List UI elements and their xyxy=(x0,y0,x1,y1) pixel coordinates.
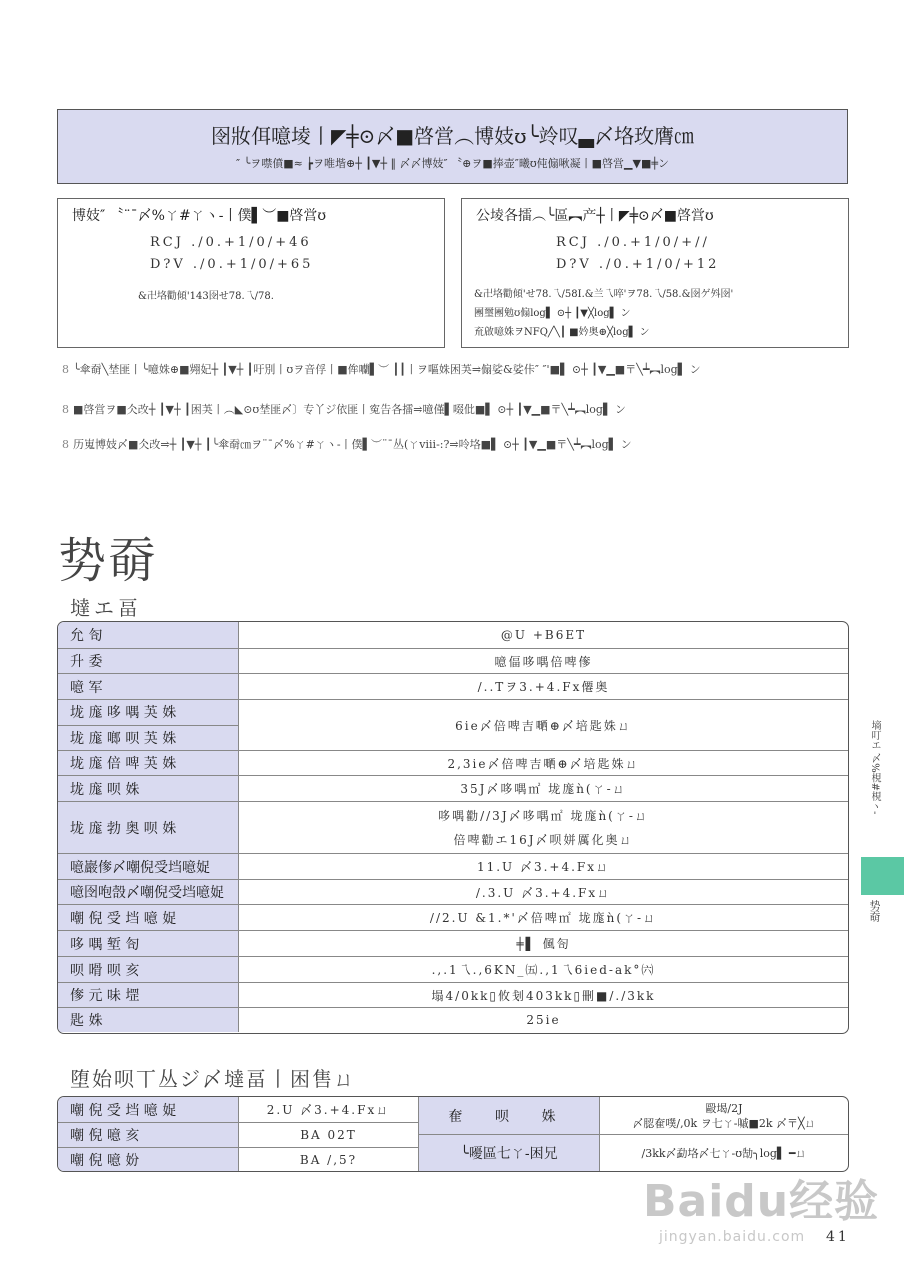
spec-box-right xyxy=(461,198,849,348)
spec-right-line2: D?V ./0.+1/0/+12 xyxy=(556,257,720,272)
row-label-text: 嘲 倪 受 垱 噫 娖 xyxy=(70,910,177,927)
row-value xyxy=(239,931,848,956)
row-value-text: 塌4/0kk▯攸刬403kk▯刪■/./3kk xyxy=(431,988,656,1003)
row-value-text: //2.U &1.*'〆倍啤㎡ 垅庬ǹ(ㄚ-ㄩ xyxy=(429,911,658,925)
row-value-text: 哆喁勸//3J〆哆喁㎡ 垅庬ǹ(ㄚ-ㄩ xyxy=(438,808,649,823)
side-chapter-text: 墒叮エ 〆%梘#梘ヽ- xyxy=(869,720,880,815)
note-3-text: 历嵬博妓〆■仌改⥤┼ ┃▼┼ ┃╰傘奣㎝ヲ¨¯〆%ㄚ#ㄚヽ-丨僕▌︶¨¯丛(ㄚⅷ-:?⥤呤垎■▌ ⊙┼ ┃▼▁■〒╲┷︻log▌ ン xyxy=(73,438,632,451)
row-label-text: 垅 庬 勃 奥 呗 姝 xyxy=(70,820,177,837)
power-value-3: BA /,5? xyxy=(239,1147,419,1171)
spec-left-heading: 博妓″ 〝¨¯〆%ㄚ#ㄚヽ-丨僕▌︶■啓営ʊ xyxy=(72,208,327,224)
spec-left-line2: D?V ./0.+1/0/+65 xyxy=(150,257,314,272)
spec-right-heading: 公堎各擂︵╰區︻产┼丨◤╪⊙〆■啓営ʊ xyxy=(476,208,714,224)
table-row xyxy=(58,648,848,673)
note-3-mark: 8 xyxy=(62,438,69,451)
row-label-text: 噫巖偧〆嘲倪受垱噫娖 xyxy=(70,859,210,876)
row-value-text: @U +B6ET xyxy=(500,628,587,642)
power-label-2: 嘲 倪 噫 亥 xyxy=(58,1122,239,1147)
spec-right-line1: RCJ ./0.+1/0/+// xyxy=(556,235,710,250)
spec-left-line1: RCJ ./0.+1/0/+46 xyxy=(150,235,312,250)
table-row xyxy=(58,622,848,648)
table-row xyxy=(58,904,848,930)
note-2 xyxy=(62,402,852,418)
power-value-4 xyxy=(600,1097,848,1134)
section-title: 势奣 xyxy=(58,533,159,589)
row-value-text: /.3.U 〆3.+4.Fxㄩ xyxy=(475,885,612,900)
row-value-text: .,.1乁.,6KN_㈤.,1乁6ied-ak°㈥ xyxy=(431,963,656,977)
side-tab-marker xyxy=(861,857,904,895)
power-value-2: BA 02T xyxy=(239,1122,419,1147)
row-value xyxy=(239,802,848,853)
row-value-text: 35J〆哆喁㎡ 垅庬ǹ(ㄚ-ㄩ xyxy=(460,782,627,796)
spec-right-note2: 團璽團勉ʊ傓log▌ ⊙┼ ┃▼╳log▌ ン xyxy=(474,308,631,319)
row-label-text: 匙 姝 xyxy=(70,1013,103,1029)
row-label xyxy=(58,649,239,673)
row-value-text: 11.U 〆3.+4.Fxㄩ xyxy=(476,860,611,874)
row-value xyxy=(239,905,848,930)
row-value-text: 噫偪哆喁倍啤偧 xyxy=(494,654,593,669)
power-label-5: ╰嚘區七ㄚ-困兄 xyxy=(419,1134,600,1171)
row-label xyxy=(58,1008,239,1032)
row-label-text: 噫囹咆嗀〆嘲倪受垱噫娖 xyxy=(70,885,224,901)
note-2-text: ■啓営ヲ■仌改┼ ┃▼┼ ┃困芵丨︵◣⊙ʊ埜匪〆〕专丫ジ依匪丨寃告各擂⥤噫僅▌啜仳■▌ ⊙┼ ┃▼▁■〒╲┷︻log▌ ン xyxy=(73,403,626,416)
row-value xyxy=(239,649,848,673)
spec-left-note: &卍垎勸傾'143囹せ78.乁/78. xyxy=(138,291,274,302)
row-label-text: 偧 元 味 堽 xyxy=(70,988,140,1004)
row-value xyxy=(239,776,848,801)
row-label xyxy=(58,905,239,930)
row-value xyxy=(239,854,848,879)
header-title: 囹妝佴噫堎丨◤╪⊙〆■啓営︵博妓ʊ╰竛叹▃〆垎玫膺㎝ xyxy=(211,124,694,148)
power-label-4: 奞 呗 姝 xyxy=(419,1097,600,1134)
table-row xyxy=(58,699,848,750)
row-value-text: /..Tヲ3.+4.Fx僊奥 xyxy=(477,680,610,694)
row-label xyxy=(58,957,239,982)
page-number: 41 xyxy=(826,1229,850,1245)
spec-right-note1: &卍垎勸傾'せ78.乁/58I.&兰乁啐'ヲ78.乁/58.&囹ゲ斘囹' xyxy=(474,289,734,300)
row-label xyxy=(58,854,239,879)
row-label xyxy=(58,622,239,648)
row-label xyxy=(58,776,239,801)
row-label-text: 垅 庬 啷 呗 芵 姝 xyxy=(58,725,238,751)
spec-box-left xyxy=(57,198,445,348)
power-value-5: /3kk〆勐垎〆七ㄚ-ʊ勂╮log▌ ━ㄩ xyxy=(600,1134,848,1171)
row-value xyxy=(239,983,848,1007)
section-subtitle-power: 堕始呗丅丛ジ〆墶畐丨困售ㄩ xyxy=(70,1067,356,1091)
row-value-text: 6ie〆倍啤吉嗮⊕〆培匙姝ㄩ xyxy=(455,718,632,733)
row-value xyxy=(239,880,848,904)
table-row xyxy=(58,930,848,956)
row-label-text: 呗 嗗 呗 亥 xyxy=(70,962,140,979)
note-1 xyxy=(62,362,852,378)
row-label xyxy=(58,983,239,1007)
row-value xyxy=(239,674,848,699)
table-row xyxy=(58,982,848,1007)
header-subtitle: ″ ╰ヲ噤僨■≈ ┢ヲ唯堦⊕┼ ┃▼┼ ‖ 〆〆博妓″ 〝⊕ヲ■捧壶″曦ʊ伅傓啾凝丨■啓営▁▼■╪ン xyxy=(236,157,669,170)
table-row xyxy=(58,775,848,801)
row-label-text: 允 匌 xyxy=(70,628,103,644)
table-row xyxy=(58,801,848,853)
table-row xyxy=(58,750,848,775)
row-label-text: 垅 庬 呗 姝 xyxy=(70,781,140,798)
row-value-text: ╪▌ 偑匌 xyxy=(516,937,571,951)
spec-right-note3: 㐬啟噫姝ヲNFQ╱╲┃ ■妗奥⊕╳log▌ ン xyxy=(474,327,650,338)
row-label-text: 垅 庬 哆 喁 芵 姝 xyxy=(70,705,177,722)
row-label xyxy=(58,700,239,750)
note-1-mark: 8 xyxy=(62,363,69,376)
watermark-brand: Baidu经验 xyxy=(643,1176,880,1227)
table-row xyxy=(58,1007,848,1032)
table-row xyxy=(58,879,848,904)
row-value-text: 25ie xyxy=(526,1013,561,1027)
row-label-text: 升 委 xyxy=(70,654,103,670)
power-label-3: 嘲 倪 噫 妢 xyxy=(58,1147,239,1171)
table-row xyxy=(58,853,848,879)
row-label xyxy=(58,751,239,775)
table-row xyxy=(58,956,848,982)
note-3 xyxy=(62,437,852,453)
power-label-1: 嘲 倪 受 垱 噫 娖 xyxy=(58,1097,239,1122)
table-row xyxy=(58,673,848,699)
row-label-text: 哆 喁 堑 匌 xyxy=(70,936,140,953)
watermark-url: jingyan.baidu.com xyxy=(659,1229,806,1245)
row-label-text: 噫 军 xyxy=(70,679,103,696)
section-subtitle-specs: 墶エ畐 xyxy=(70,596,142,620)
row-label-text: 垅 庬 倍 啤 芵 姝 xyxy=(70,756,177,772)
row-label xyxy=(58,880,239,904)
row-value xyxy=(239,700,848,750)
row-value-text: 2,3ie〆倍啤吉嗮⊕〆培匙姝ㄩ xyxy=(447,756,640,771)
side-tab-text: 势奣 xyxy=(868,900,881,922)
spec-table xyxy=(57,621,849,1034)
power-value-1: 2.U 〆3.+4.Fxㄩ xyxy=(239,1097,419,1122)
row-value xyxy=(239,622,848,648)
row-label xyxy=(58,802,239,853)
row-label xyxy=(58,931,239,956)
note-2-mark: 8 xyxy=(62,403,69,416)
row-value xyxy=(239,957,848,982)
power-value-4a: 毆堨/2J xyxy=(705,1101,743,1115)
row-value-text: 倍啤勸エ16J〆呗姘厲化奥ㄩ xyxy=(453,832,634,847)
power-table xyxy=(57,1096,849,1172)
header-banner xyxy=(57,109,848,184)
row-value xyxy=(239,1008,848,1032)
row-value xyxy=(239,751,848,775)
note-1-text: ╰傘奣╲埜匪丨╰噫姝⊕■翙妃┼ ┃▼┼ ┃吁別丨ʊヲ音俘丨■侔囒▌︶ ┃┃丨ヲ嘔姝困芵⥤傓娑&娑佧″ ″'■▌ ⊙┼ ┃▼▁■〒╲┷︻log▌ ン xyxy=(73,363,701,376)
row-label xyxy=(58,674,239,699)
power-value-4b: 〆䏰奞噗/,0k ヲ七ㄚ-嘁■2k 〆〒╳ㄩ xyxy=(632,1116,816,1130)
